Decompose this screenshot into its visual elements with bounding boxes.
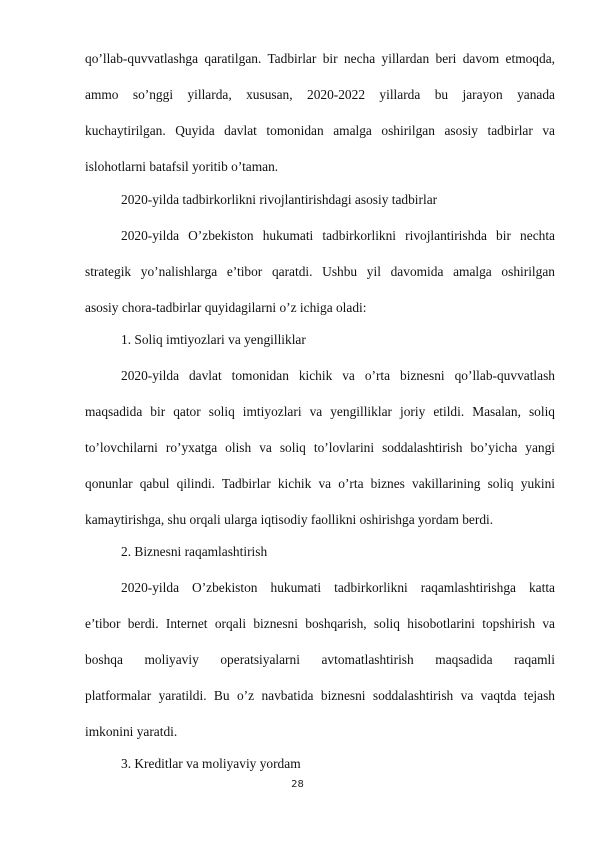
text-line: boshqa moliyaviy operatsiyalarni avtomatlashtirish maqsadida raqamli [85,652,555,667]
text-line: kuchaytirilgan. Quyida davlat tomonidan amalga oshirilgan asosiy tadbirlar va [85,123,555,138]
text-line: qonunlar qabul qilindi. Tadbirlar kichik va o’rta biznes vakillarining soliq yukini [85,476,555,491]
text-line: asosiy chora-tadbirlar quyidagilarni o’z ichiga oladi: [85,300,367,315]
text-line: imkonini yaratdi. [85,724,178,739]
text-line: islohotlarni batafsil yoritib o’taman. [85,159,279,174]
text-line: strategik yo’nalishlarga e’tibor qaratdi. Ushbu yil davomida amalga oshirilgan [85,264,555,279]
text-line: 2020-yilda O’zbekiston hukumati tadbirkorlikni raqamlashtirishga katta [121,580,555,595]
text-line: qo’llab-quvvatlashga qaratilgan. Tadbirlar bir necha yillardan beri davom etmoqda, [85,51,555,66]
text-line: ammo so’nggi yillarda, xususan, 2020-2022 yillarda bu jarayon yanada [85,87,555,102]
text-line: 2020-yilda O’zbekiston hukumati tadbirkorlikni rivojlantirishda bir nechta [121,228,555,243]
text-line: e’tibor berdi. Internet orqali biznesni boshqarish, soliq hisobotlarini topshirish va [85,616,555,631]
text-line: maqsadida bir qator soliq imtiyozlari va yengilliklar joriy etildi. Masalan, soliq [85,404,555,419]
text-line: to’lovchilarni ro’yxatga olish va soliq to’lovlarini soddalashtirish bo’yicha yangi [85,440,555,455]
text-line: 2020-yilda davlat tomonidan kichik va o’rta biznesni qo’llab-quvvatlash [121,368,555,383]
section-heading: 2020-yilda tadbirkorlikni rivojlantirishdagi asosiy tadbirlar [121,192,438,207]
text-line: platformalar yaratildi. Bu o’z navbatida biznesni soddalashtirish va vaqtda tejash [85,688,555,703]
subsection-heading: 3. Kreditlar va moliyaviy yordam [121,756,301,771]
subsection-heading: 2. Biznesni raqamlashtirish [121,544,268,559]
text-line: kamaytirishga, shu orqali ularga iqtisodiy faollikni oshirishga yordam berdi. [85,512,494,527]
subsection-heading: 1. Soliq imtiyozlari va yengilliklar [121,332,306,347]
page-number: 28 [291,779,304,790]
